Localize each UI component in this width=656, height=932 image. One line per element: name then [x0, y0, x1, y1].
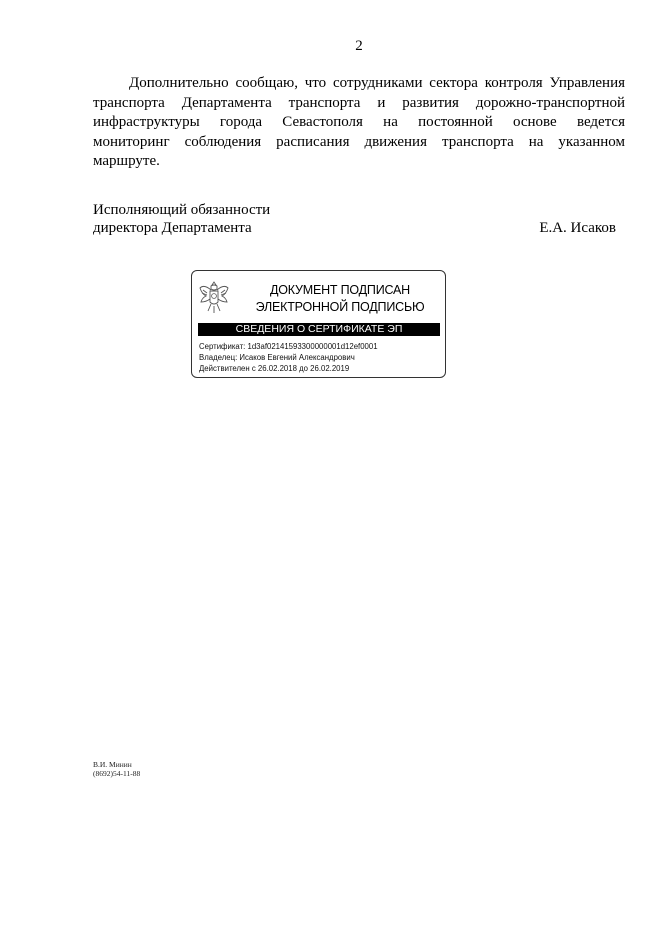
position-line: Исполняющий обязанности	[93, 202, 271, 218]
stamp-title	[240, 282, 440, 316]
footer-author: В.И. Минин	[93, 760, 132, 769]
paragraph-line: транспорта Департамента транспорта и развития дорожно-транспортной	[93, 94, 625, 111]
page-number: 2	[355, 38, 363, 54]
position-line: директора Департамента	[93, 220, 252, 236]
paragraph-line: Дополнительно сообщаю, что сотрудниками сектора контроля Управления	[129, 75, 625, 91]
certificate-validity: Действителен с 26.02.2018 до 26.02.2019	[199, 364, 350, 373]
signatory-position	[93, 201, 270, 237]
paragraph-line: мониторинг соблюдения расписания движения транспорта на указанном	[93, 133, 625, 150]
certificate-number: Сертификат: 1d3af02141593300000001d12ef0001	[199, 342, 378, 351]
certificate-owner: Владелец: Исаков Евгений Александрович	[199, 353, 355, 362]
body-paragraph	[93, 74, 625, 172]
coat-of-arms-icon	[198, 278, 230, 316]
certificate-details	[199, 341, 378, 374]
electronic-signature-stamp	[191, 270, 446, 378]
stamp-title-line: ДОКУМЕНТ ПОДПИСАН	[269, 283, 411, 297]
stamp-title-line: ЭЛЕКТРОННОЙ ПОДПИСЬЮ	[255, 300, 425, 314]
document-footer	[93, 760, 140, 778]
paragraph-line: инфраструктуры города Севастополя на постоянной основе ведется	[93, 114, 625, 131]
paragraph-line: маршруте.	[93, 153, 160, 170]
signatory-name: Е.А. Исаков	[539, 220, 616, 236]
certificate-header: СВЕДЕНИЯ О СЕРТИФИКАТЕ ЭП	[198, 323, 440, 336]
footer-phone: (8692)54-11-88	[93, 769, 141, 778]
